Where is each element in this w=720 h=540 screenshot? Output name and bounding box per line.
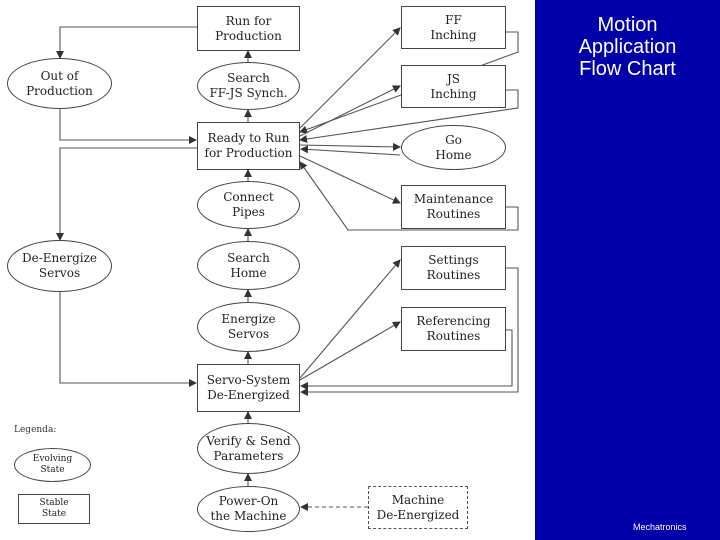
- node-servo-system-de-energized: Servo-System De-Energized: [197, 364, 300, 412]
- node-referencing-routines: Referencing Routines: [401, 307, 506, 351]
- arrow-de-energize-to-servo: [60, 292, 196, 383]
- arrow-ready-to-de-energize: [60, 148, 197, 240]
- node-maintenance-routines: Maintenance Routines: [401, 185, 506, 229]
- node-ready-to-run: Ready to Run for Production: [197, 122, 300, 170]
- arrow-go-home-to-ready: [301, 149, 400, 155]
- arrow-run-to-out: [60, 27, 197, 58]
- arrow-ready-to-ff: [300, 28, 400, 128]
- node-settings-routines: Settings Routines: [401, 246, 506, 290]
- node-run-for-production: Run for Production: [197, 6, 300, 51]
- node-search-ff-js-synch: Search FF-JS Synch.: [197, 62, 300, 110]
- node-de-energize-servos: De-Energize Servos: [7, 240, 112, 292]
- panel-title: Motion Application Flow Chart: [578, 14, 677, 80]
- node-verify-send-parameters: Verify & Send Parameters: [197, 423, 300, 474]
- legend-evolving-state: Evolving State: [14, 448, 91, 482]
- node-machine-de-energized: Machine De-Energized: [368, 486, 468, 529]
- node-out-of-production: Out of Production: [7, 58, 112, 109]
- arrow-ready-to-js: [300, 86, 400, 136]
- title-panel: [535, 0, 720, 540]
- arrow-servo-to-settings: [300, 260, 400, 378]
- arrow-ready-to-go-home: [300, 145, 400, 147]
- arrow-servo-to-referencing: [300, 322, 400, 380]
- node-ff-inching: FF Inching: [401, 6, 506, 49]
- footer-label: Mechatronics: [633, 522, 687, 532]
- legend-title: Legenda:: [14, 425, 57, 435]
- node-search-home: Search Home: [197, 241, 300, 290]
- node-js-inching: JS Inching: [401, 65, 506, 108]
- node-power-on-machine: Power-On the Machine: [197, 486, 300, 532]
- node-go-home: Go Home: [401, 125, 506, 170]
- node-energize-servos: Energize Servos: [197, 302, 300, 352]
- arrow-ready-to-maintenance: [300, 156, 400, 203]
- node-connect-pipes: Connect Pipes: [197, 181, 300, 229]
- legend-stable-state: Stable State: [18, 494, 90, 524]
- arrow-out-to-ready: [60, 109, 196, 140]
